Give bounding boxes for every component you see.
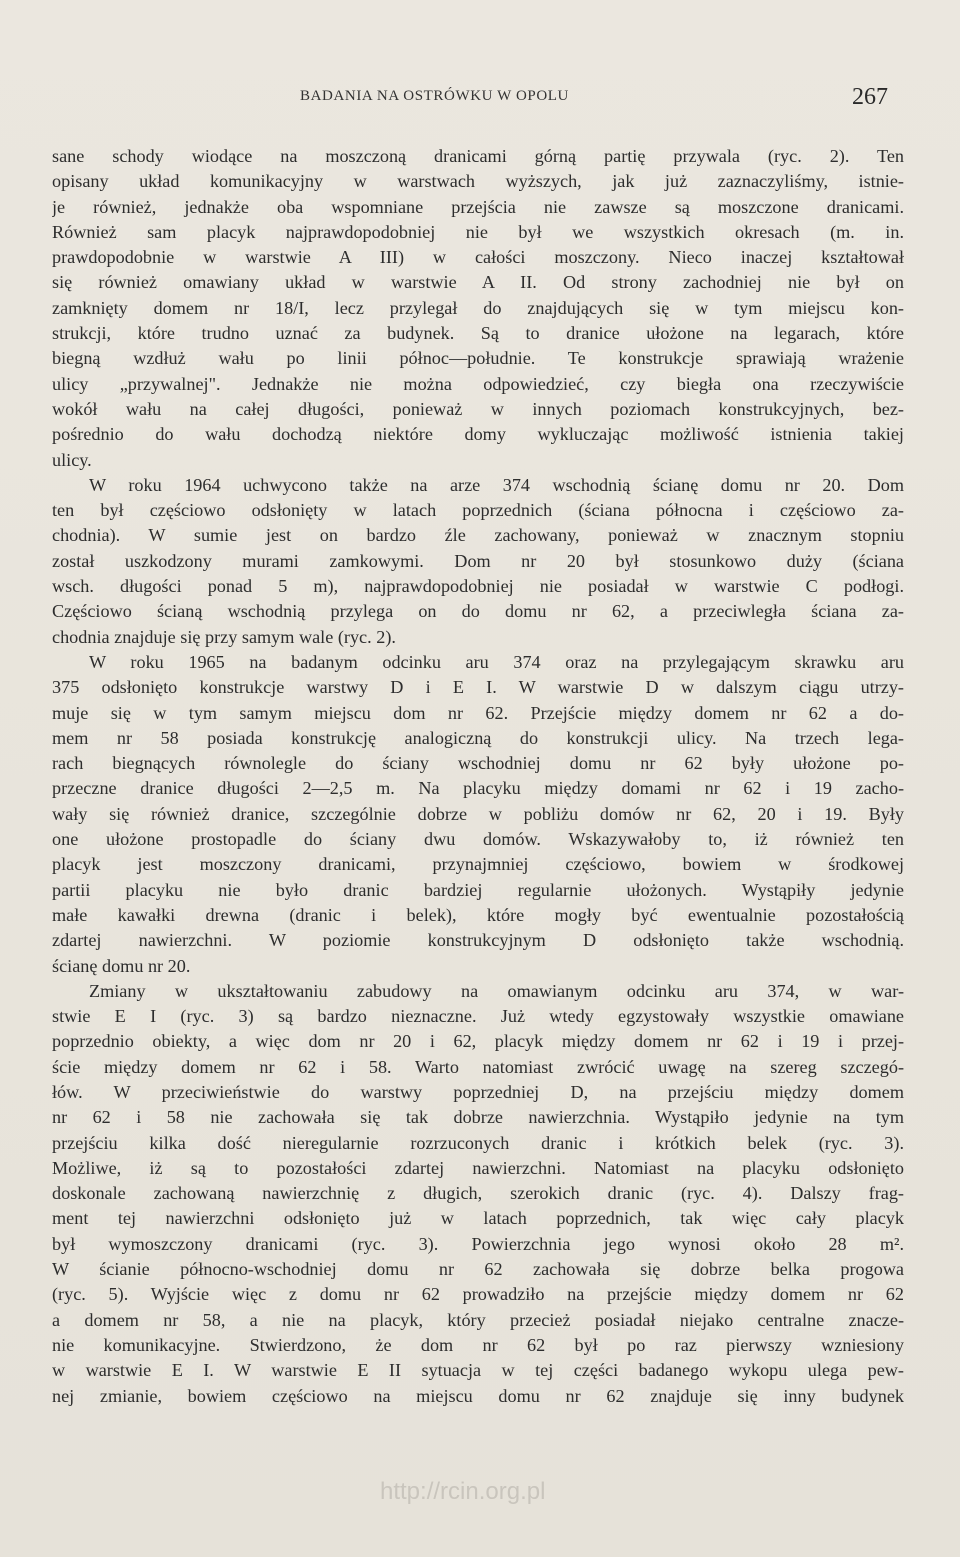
text-line: prawdopodobnie w warstwie A III) w całości moszczony. Nieco inaczej kształtował (52, 247, 904, 268)
text-line: W ścianie północno-wschodniej domu nr 62 zachowała się dobrze belka progowa (52, 1259, 904, 1280)
text-line: łów. W przeciwieństwie do warstwy poprzedniej D, na przejściu między domem (52, 1081, 904, 1102)
text-line: wokół wału na całej długości, ponieważ w innych poziomach konstrukcyjnych, bez- (52, 398, 904, 419)
text-line: ment tej nawierzchni odsłonięto już w latach poprzednich, tak więc cały placyk (52, 1208, 904, 1229)
text-line: nr 62 i 58 nie zachowała się tak dobrze nawierzchnia. Wystąpiło jedynie na tym (52, 1107, 904, 1128)
text-line: nie komunikacyjne. Stwierdzono, że dom nr 62 był po raz pierwszy wzniesiony (52, 1334, 904, 1355)
text-line: W roku 1964 uchwycono także na arze 374 wschodnią ścianę domu nr 20. Dom (89, 474, 904, 495)
running-head: BADANIA NA OSTRÓWKU W OPOLU (300, 88, 569, 104)
text-line: sane schody wiodące na moszczoną dranicami górną partię przywala (ryc. 2). Ten (52, 146, 904, 166)
text-line: je również, jednakże oba wspomniane przejścia nie zawsze są moszczone dranicami. (52, 196, 904, 217)
text-line: opisany układ komunikacyjny w warstwach wyższych, jak już zaznaczyliśmy, istnie- (52, 171, 904, 192)
text-line: a domem nr 58, a nie na placyk, który przecież posiadał niejako centralne znacze- (52, 1309, 904, 1330)
text-line: poprzednio obiekty, a więc dom nr 20 i 62, placyk między domem nr 62 i 19 i przej- (52, 1031, 904, 1052)
text-line: Zmiany w ukształtowaniu zabudowy na omawianym odcinku aru 374, w war- (89, 980, 904, 1001)
text-line: ulicy. (52, 449, 92, 470)
text-line: Również sam placyk najprawdopodobniej nie był we wszystkich okresach (m. in. (52, 221, 904, 242)
text-line: ścianę domu nr 20. (52, 955, 191, 976)
text-line: wsch. długości ponad 5 m), najprawdopodobniej nie posiadał w warstwie C podłogi. (52, 576, 904, 597)
text-line: stwie E I (ryc. 3) są bardzo nieznaczne. Już wtedy egzystowały wszystkie omawiane (52, 1006, 904, 1027)
text-line: one ułożone prostopadle do ściany dwu domów. Wskazywałoby to, iż również ten (52, 829, 904, 850)
text-line: chodnia). W sumie jest on bardzo źle zachowany, ponieważ w znacznym stopniu (52, 525, 904, 546)
text-line: pośrednio do wału dochodzą niektóre domy wykluczając możliwość istnienia takiej (52, 424, 904, 445)
body-text (52, 144, 904, 1409)
page-header (0, 84, 960, 118)
text-line: zamknięty domem nr 18/I, lecz przylegał do znajdujących się w tym miejscu kon- (52, 297, 904, 318)
text-line: chodnia znajduje się przy samym wale (ryc. 2). (52, 626, 396, 647)
text-line: mem nr 58 posiada konstrukcję analogiczną do konstrukcji ulicy. Na trzech lega- (52, 727, 904, 748)
text-line: biegną wzdłuż wału po linii północ—południe. Te konstrukcje sprawiają wrażenie (52, 348, 904, 369)
text-line: rach biegnących równolegle do ściany wschodniej domu nr 62 były ułożone po- (52, 753, 904, 774)
text-line: się również omawiany układ w warstwie A II. Od strony zachodniej nie był on (52, 272, 904, 293)
text-line: był wymoszczony dranicami (ryc. 3). Powierzchnia jego wynosi około 28 m². (52, 1233, 904, 1254)
text-line: 375 odsłonięto konstrukcje warstwy D i E I. W warstwie D w dalszym ciągu utrzy- (52, 677, 904, 698)
text-line: w warstwie E I. W warstwie E II sytuacja w tej części badanego wykopu ulega pew- (52, 1360, 904, 1381)
page-number: 267 (852, 84, 888, 110)
text-line: ulicy „przywalnej". Jednakże nie można odpowiedzieć, czy biegła ona rzeczywiście (52, 373, 904, 394)
text-line: wały się również dranice, szczególnie dobrze w pobliżu domów nr 62, 20 i 19. Były (52, 803, 904, 824)
text-line: został uszkodzony murami zamkowymi. Dom nr 20 był stosunkowo duży (ściana (52, 550, 904, 571)
text-line: ten był częściowo odsłonięty w latach poprzednich (ściana północna i częściowo za- (52, 500, 904, 521)
text-line: nej zmianie, bowiem częściowo na miejscu domu nr 62 znajduje się inny budynek (52, 1385, 904, 1406)
text-line: przeczne dranice długości 2—2,5 m. Na placyku między domami nr 62 i 19 zacho- (52, 778, 904, 799)
text-line: ście między domem nr 62 i 58. Warto natomiast zwrócić uwagę na szereg szczegó- (52, 1056, 904, 1077)
text-line: Możliwe, iż są to pozostałości zdartej nawierzchni. Natomiast na placyku odsłonięto (52, 1157, 904, 1178)
text-line: placyk jest moszczony dranicami, przynajmniej częściowo, bowiem w środkowej (52, 854, 904, 875)
text-line: muje się w tym samym miejscu dom nr 62. Przejście między domem nr 62 a do- (52, 702, 904, 723)
text-line: zdartej nawierzchni. W poziomie konstrukcyjnym D odsłonięto także wschodnią. (52, 930, 904, 951)
text-line: (ryc. 5). Wyjście więc z domu nr 62 prowadziło na przejście między domem nr 62 (52, 1284, 904, 1305)
text-line: partii placyku nie było dranic bardziej regularnie ułożonych. Wystąpiły jedynie (52, 879, 904, 900)
text-line: strukcji, które trudno uznać za budynek. Są to dranice ułożone na legarach, które (52, 323, 904, 344)
text-line: małe kawałki drewna (dranic i belek), które mogły być ewentualnie pozostałością (52, 904, 904, 925)
watermark-url: http://rcin.org.pl (380, 1478, 546, 1505)
text-line: przejściu kilka dość nieregularnie rozrzuconych dranic i krótkich belek (ryc. 3). (52, 1132, 904, 1153)
text-line: W roku 1965 na badanym odcinku aru 374 oraz na przylegającym skrawku aru (89, 651, 904, 672)
text-line: doskonale zachowaną nawierzchnię z długich, szerokich dranic (ryc. 4). Dalszy frag- (52, 1183, 904, 1204)
text-line: Częściowo ścianą wschodnią przylega on do domu nr 62, a przeciwległa ściana za- (52, 601, 904, 622)
